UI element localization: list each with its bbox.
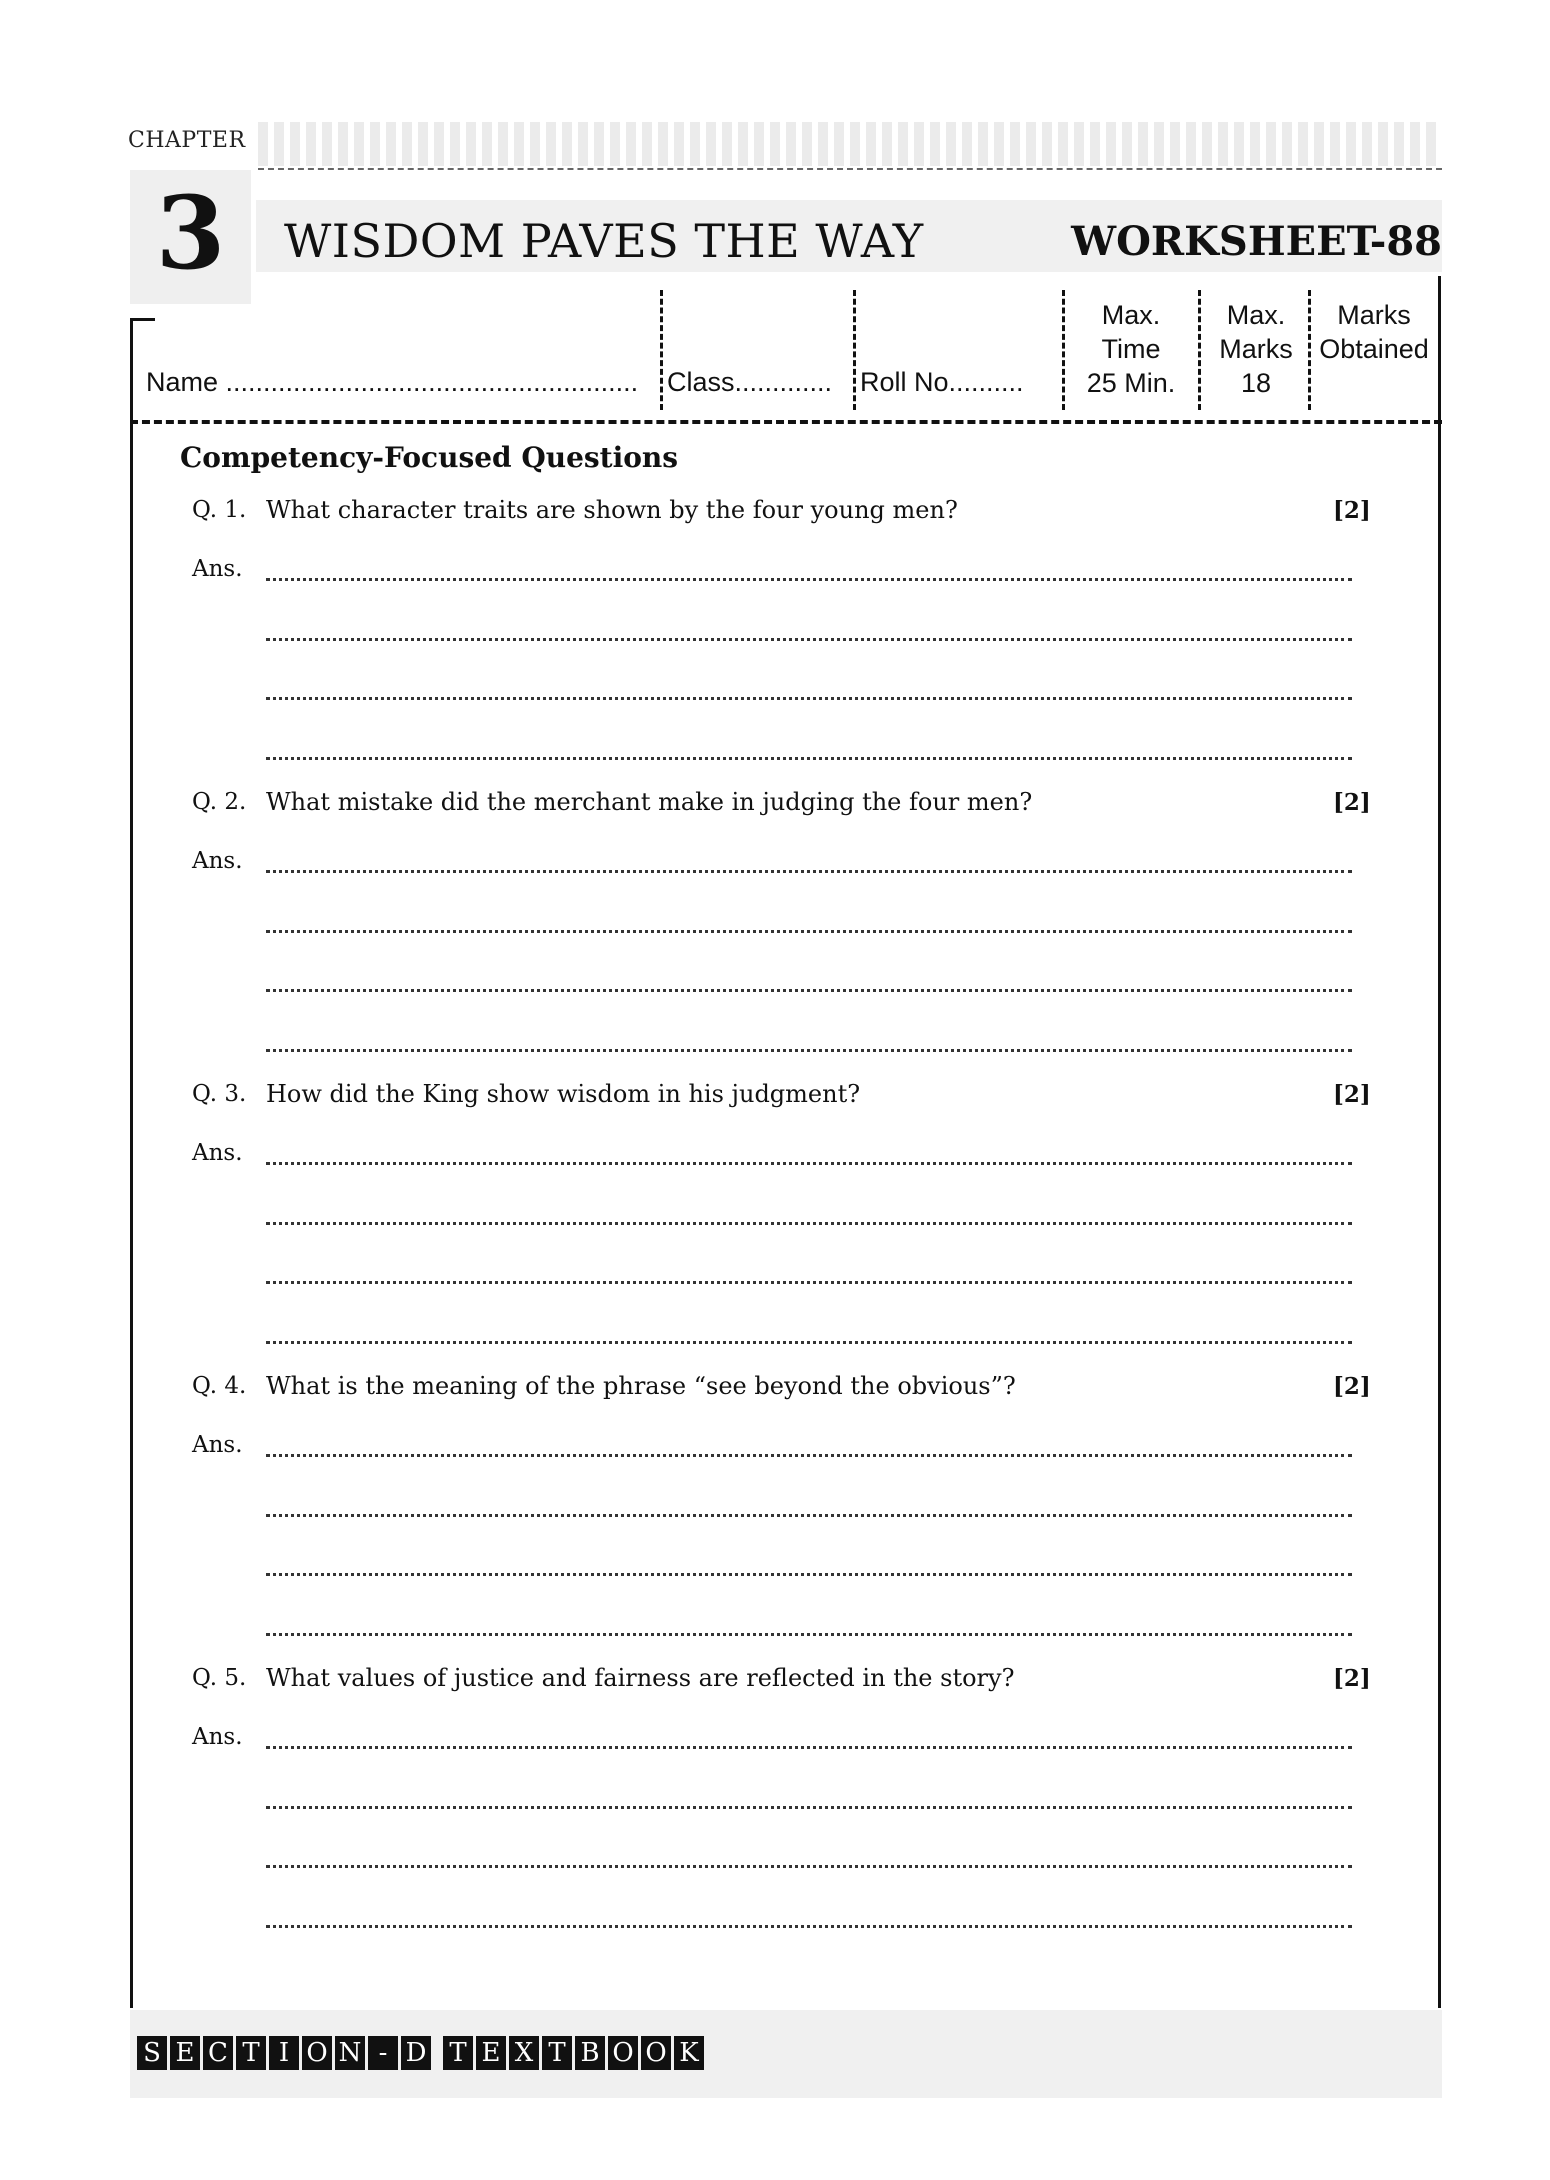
answer-label: Ans. [192, 1140, 243, 1166]
answer-line[interactable] [266, 989, 1352, 992]
max-marks-label: Max. [1226, 300, 1286, 330]
question-marks: [2] [1333, 1665, 1371, 1692]
frame-top-corner [130, 318, 155, 321]
info-divider [1062, 290, 1065, 410]
question-text: How did the King show wisdom in his judgment? [266, 1080, 861, 1108]
frame-left-border [130, 318, 133, 2008]
section-letter-tile: T [236, 2036, 266, 2070]
question-marks: [2] [1333, 789, 1371, 816]
answer-line[interactable] [266, 578, 1352, 581]
info-divider [853, 290, 856, 410]
answer-line[interactable] [266, 638, 1352, 641]
chapter-title: WISDOM PAVES THE WAY [284, 214, 924, 268]
section-letter-tile: O [641, 2036, 671, 2070]
max-marks-label: Marks [1219, 334, 1293, 364]
question-marks: [2] [1333, 1081, 1371, 1108]
question-text: What values of justice and fairness are reflected in the story? [266, 1664, 1015, 1692]
info-divider [1198, 290, 1201, 410]
max-time-label: Time [1101, 334, 1161, 364]
max-time-value: 25 Min. [1086, 368, 1176, 398]
answer-label: Ans. [192, 848, 243, 874]
question-number: Q. 4. [192, 1373, 247, 1399]
answer-line[interactable] [266, 757, 1352, 760]
worksheet-title: WORKSHEET-88 [1071, 218, 1442, 265]
roll-number-field[interactable]: Roll No.......... [860, 367, 1024, 397]
answer-line[interactable] [266, 1049, 1352, 1052]
answer-line[interactable] [266, 930, 1352, 933]
section-letter-tile: S [137, 2036, 167, 2070]
answer-line[interactable] [266, 1746, 1352, 1749]
info-divider [660, 290, 663, 410]
section-label [137, 2036, 704, 2070]
answer-line[interactable] [266, 1454, 1352, 1457]
question-text: What character traits are shown by the four young men? [266, 496, 958, 524]
question-marks: [2] [1333, 1373, 1371, 1400]
chapter-number: 3 [155, 174, 226, 292]
tile-gap [434, 2036, 440, 2070]
question-number: Q. 2. [192, 789, 247, 815]
answer-line[interactable] [266, 1514, 1352, 1517]
answer-label: Ans. [192, 556, 243, 582]
section-letter-tile: T [542, 2036, 572, 2070]
marks-obtained-label: Marks [1337, 300, 1411, 330]
frame-right-border [1438, 276, 1441, 2008]
question-text: What is the meaning of the phrase “see beyond the obvious”? [266, 1372, 1016, 1400]
answer-line[interactable] [266, 1281, 1352, 1284]
answer-line[interactable] [266, 1633, 1352, 1636]
max-marks-box [1202, 298, 1310, 400]
section-letter-tile: E [476, 2036, 506, 2070]
answer-line[interactable] [266, 1925, 1352, 1928]
section-letter-tile: O [302, 2036, 332, 2070]
section-letter-tile: - [368, 2036, 398, 2070]
name-field[interactable]: Name ....................................................... [146, 367, 639, 397]
max-time-box [1066, 298, 1196, 400]
chapter-label: CHAPTER [128, 128, 246, 153]
answer-line[interactable] [266, 697, 1352, 700]
answer-label: Ans. [192, 1724, 243, 1750]
section-letter-tile: B [575, 2036, 605, 2070]
answer-line[interactable] [266, 870, 1352, 873]
marks-obtained-label: Obtained [1319, 334, 1429, 364]
section-letter-tile: D [401, 2036, 431, 2070]
section-letter-tile: N [335, 2036, 365, 2070]
section-letter-tile: T [443, 2036, 473, 2070]
question-number: Q. 3. [192, 1081, 247, 1107]
question-number: Q. 1. [192, 497, 247, 523]
class-field[interactable]: Class............. [667, 367, 833, 397]
answer-line[interactable] [266, 1341, 1352, 1344]
info-row-dashed-rule [130, 420, 1442, 424]
answer-line[interactable] [266, 1162, 1352, 1165]
header-stripe-band [258, 122, 1442, 166]
question-number: Q. 5. [192, 1665, 247, 1691]
answer-line[interactable] [266, 1865, 1352, 1868]
header-dashed-rule [258, 168, 1442, 170]
section-heading: Competency-Focused Questions [180, 441, 679, 474]
answer-label: Ans. [192, 1432, 243, 1458]
section-letter-tile: I [269, 2036, 299, 2070]
section-letter-tile: O [608, 2036, 638, 2070]
section-letter-tile: C [203, 2036, 233, 2070]
section-letter-tile: X [509, 2036, 539, 2070]
answer-line[interactable] [266, 1806, 1352, 1809]
max-time-label: Max. [1101, 300, 1161, 330]
section-letter-tile: E [170, 2036, 200, 2070]
marks-obtained-box[interactable] [1310, 298, 1438, 366]
question-marks: [2] [1333, 497, 1371, 524]
question-text: What mistake did the merchant make in judging the four men? [266, 788, 1033, 816]
section-letter-tile: K [674, 2036, 704, 2070]
answer-line[interactable] [266, 1573, 1352, 1576]
max-marks-value: 18 [1240, 368, 1272, 398]
answer-line[interactable] [266, 1222, 1352, 1225]
